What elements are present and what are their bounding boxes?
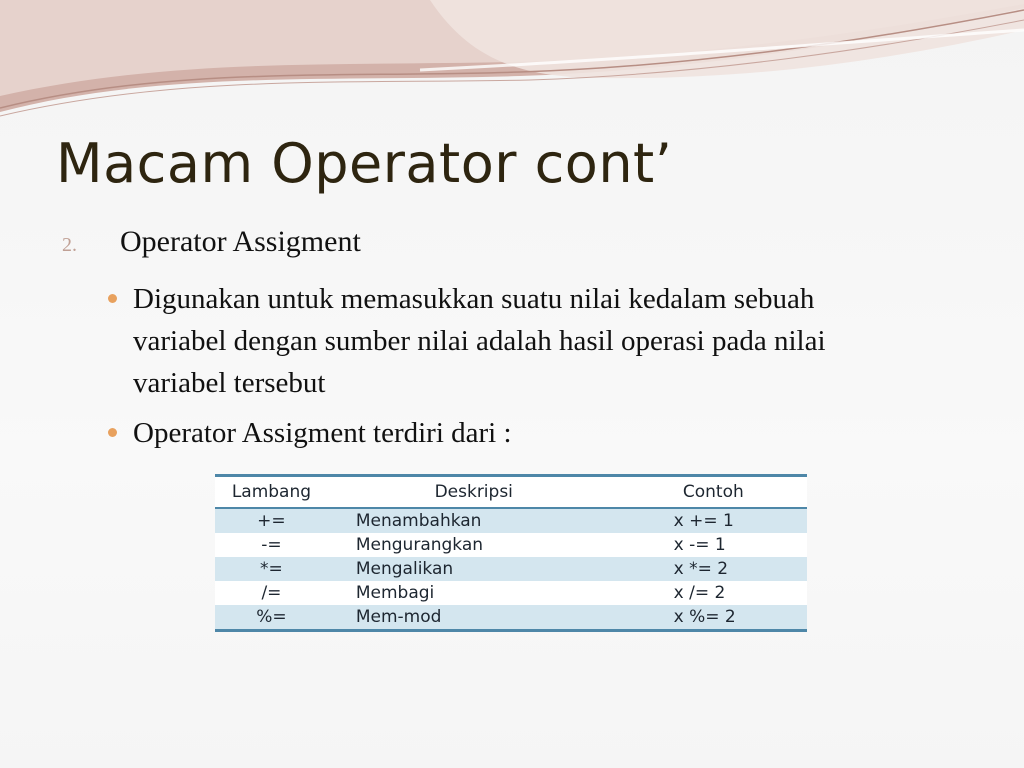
cell-symbol: += [215, 508, 328, 533]
cell-example: x += 1 [620, 508, 807, 533]
bullet-text: Digunakan untuk memasukkan suatu nilai kedalam sebuah variabel dengan sumber nilai adalah hasil operasi pada nilai variabel tersebut [133, 283, 826, 399]
cell-example: x *= 2 [620, 557, 807, 581]
cell-symbol: %= [215, 605, 328, 631]
bullet-list [108, 278, 908, 462]
table-row [215, 508, 807, 533]
section-number: 2. [62, 234, 77, 256]
cell-symbol: -= [261, 535, 282, 555]
cell-symbol: /= [261, 583, 282, 603]
section-heading [62, 225, 361, 259]
column-header-deskripsi: Deskripsi [328, 476, 620, 509]
cell-description: Mem-mod [328, 605, 620, 631]
cell-description: Membagi [355, 583, 435, 603]
cell-example: x /= 2 [673, 583, 726, 603]
cell-description: Menambahkan [328, 508, 620, 533]
bullet-dot-icon [108, 294, 117, 303]
table-row [215, 605, 807, 631]
section-label: Operator Assigment [120, 225, 361, 258]
table-row [215, 581, 807, 605]
cell-description: Mengurangkan [355, 535, 484, 555]
table-header-row [215, 476, 807, 509]
cell-description: Mengalikan [328, 557, 620, 581]
cell-symbol: *= [215, 557, 328, 581]
cell-example: x -= 1 [673, 535, 726, 555]
slide-title: Macam Operator cont’ [56, 132, 673, 195]
operator-table [215, 474, 807, 632]
table-row [215, 557, 807, 581]
table-row [215, 533, 807, 557]
bullet-item [108, 412, 908, 454]
column-header-lambang: Lambang [215, 476, 328, 509]
bullet-item [108, 278, 908, 404]
header-swoosh-decoration [0, 0, 1024, 130]
bullet-dot-icon [108, 428, 117, 437]
column-header-contoh: Contoh [620, 476, 807, 509]
cell-example: x %= 2 [620, 605, 807, 631]
bullet-text: Operator Assigment terdiri dari : [133, 417, 512, 449]
